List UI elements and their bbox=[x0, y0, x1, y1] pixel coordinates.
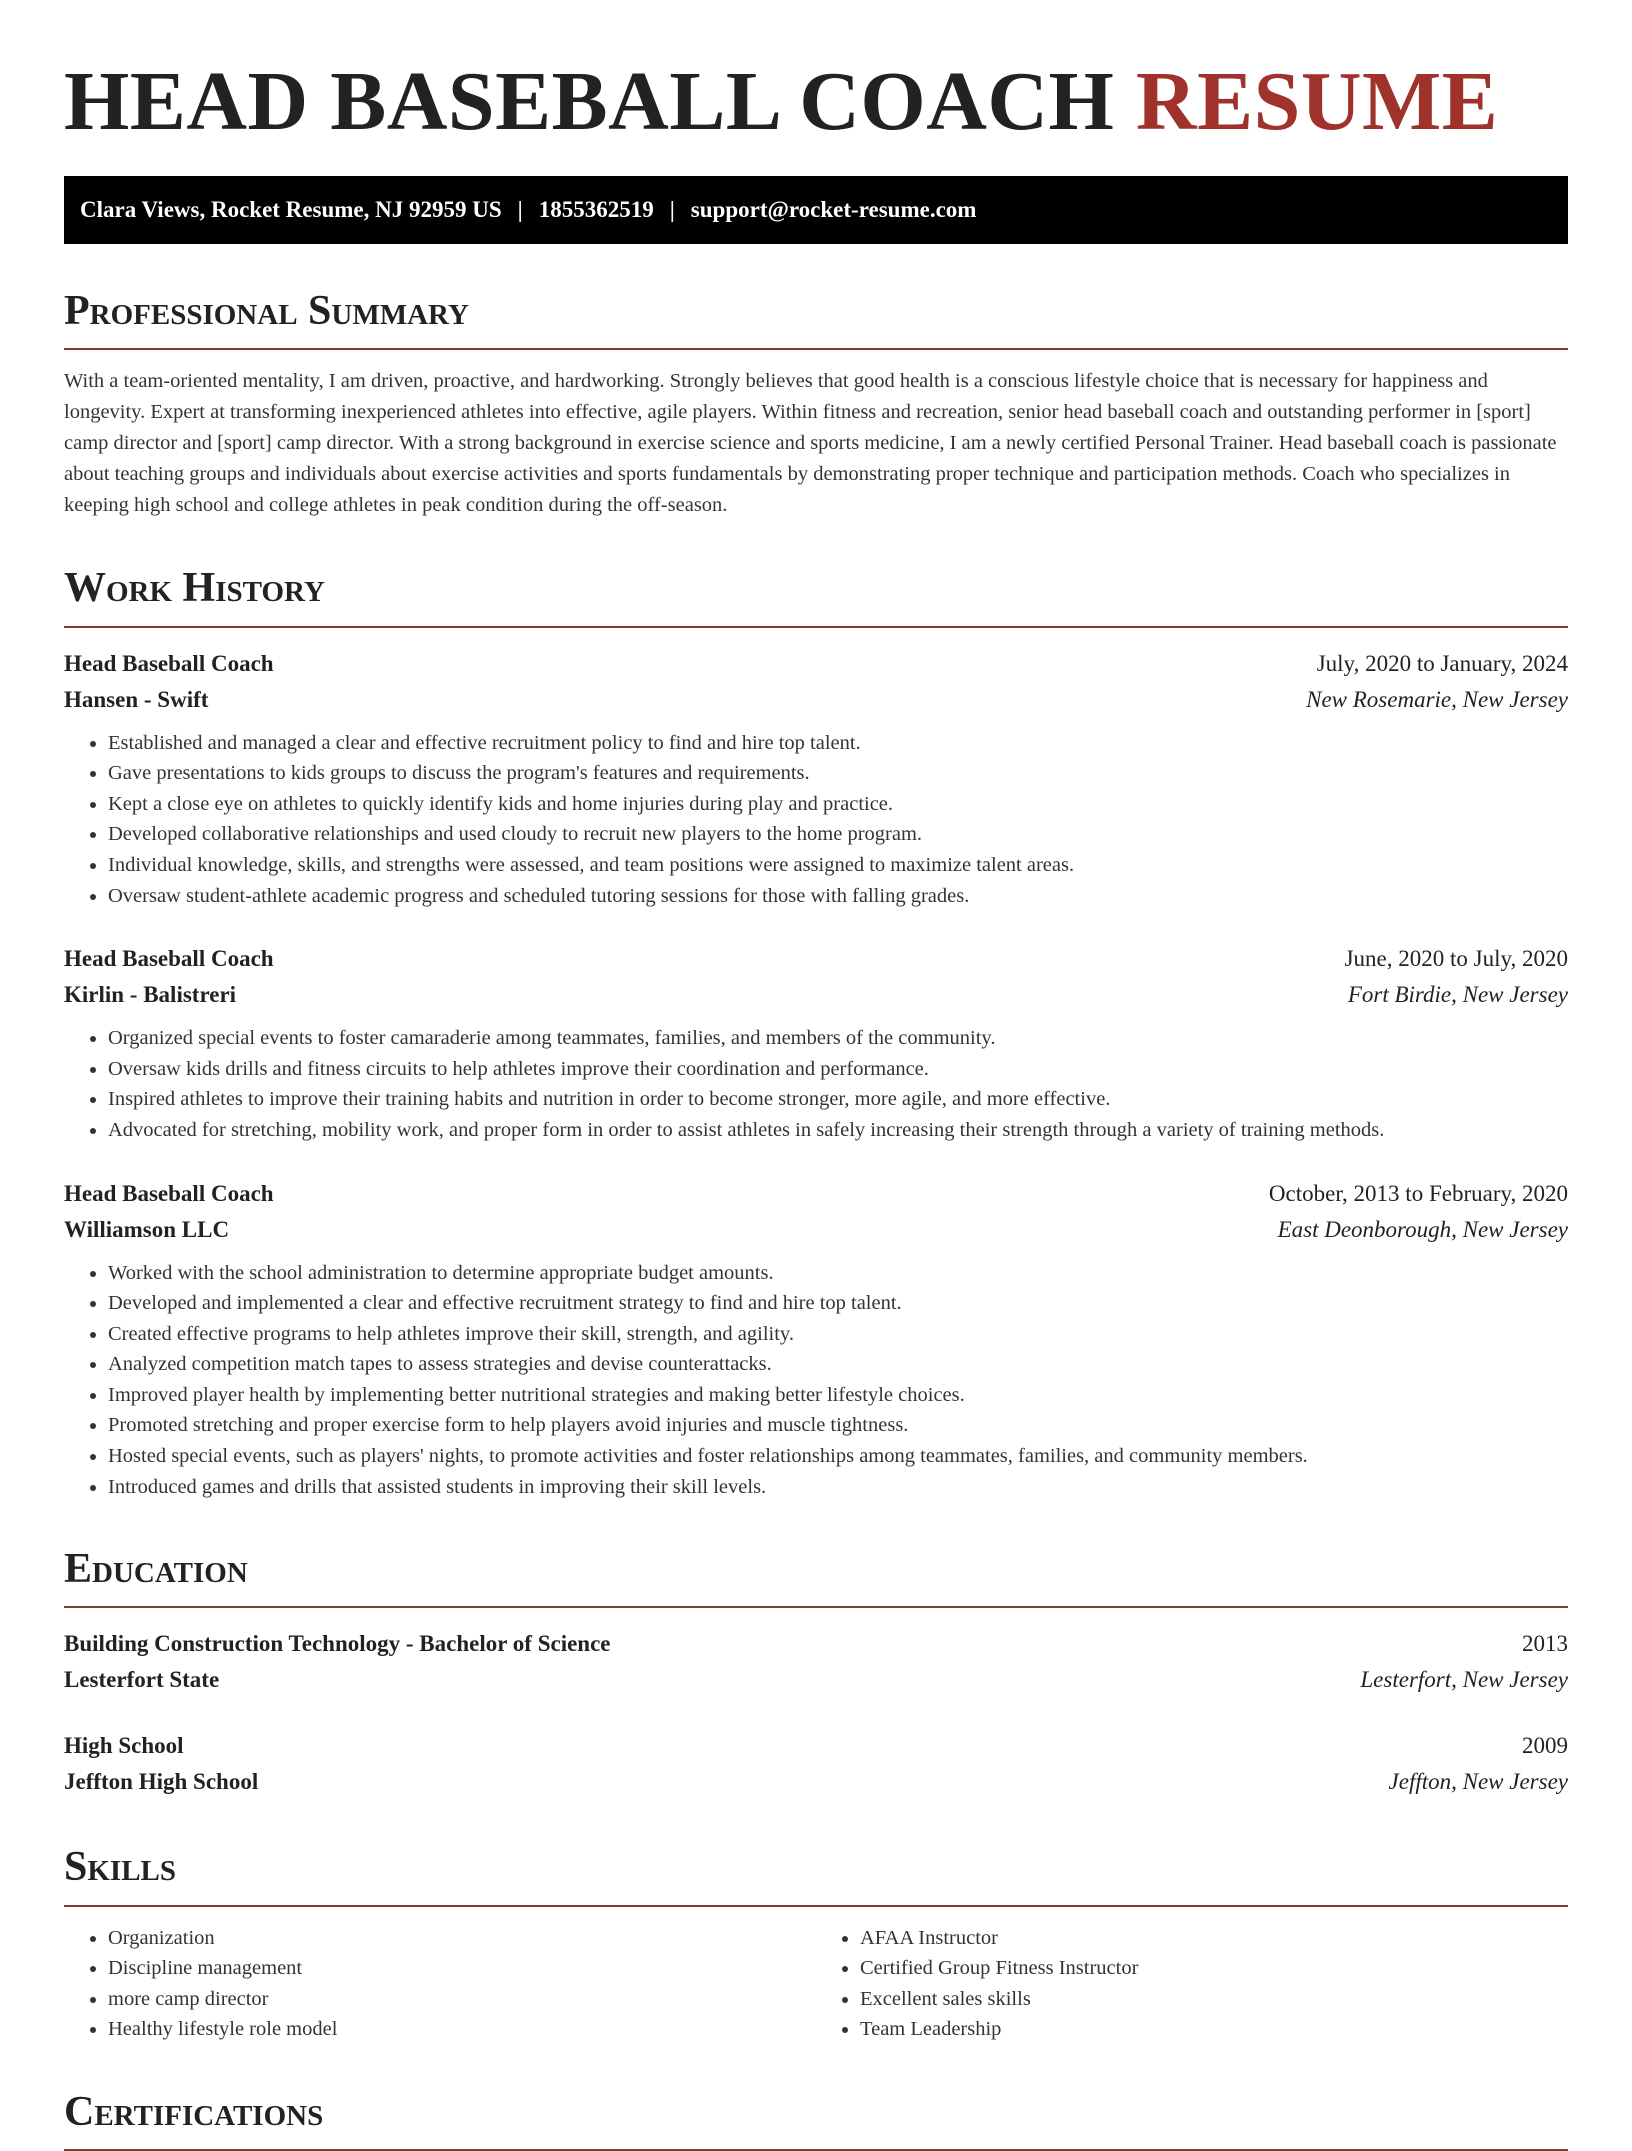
job-title-row bbox=[64, 1176, 1568, 1212]
education-entry bbox=[64, 1626, 1568, 1698]
summary-section bbox=[64, 288, 1568, 521]
job-bullet: • Organized special events to foster camaraderie among teammates, families, and members of the community. bbox=[108, 1023, 1568, 1054]
skills-list-right bbox=[816, 1923, 1568, 2045]
section-heading-skills: Skills bbox=[64, 1844, 1568, 1906]
job-bullet: • Developed collaborative relationships and used cloudy to recruit new players to the home program. bbox=[108, 819, 1568, 850]
job-bullet: • Introduced games and drills that assisted students in improving their skill levels. bbox=[108, 1472, 1568, 1503]
skills-columns bbox=[64, 1923, 1568, 2045]
job-dates: July, 2020 to January, 2024 bbox=[1316, 650, 1568, 676]
contact-bar bbox=[64, 176, 1568, 244]
skill-item: • AFAA Instructor bbox=[860, 1923, 1568, 1954]
education-year: 2009 bbox=[1522, 1733, 1568, 1759]
job-title-row bbox=[64, 941, 1568, 977]
contact-separator: | bbox=[517, 197, 523, 223]
job-company: Williamson LLC bbox=[64, 1216, 230, 1242]
job-bullet: • Oversaw student-athlete academic progress and scheduled tutoring sessions for those with falling grades. bbox=[108, 881, 1568, 912]
job-bullet: • Inspired athletes to improve their training habits and nutrition in order to become stronger, more agile, and more effective. bbox=[108, 1084, 1568, 1115]
job-bullet: • Individual knowledge, skills, and strengths were assessed, and team positions were assigned to maximize talent areas. bbox=[108, 850, 1568, 881]
job-location: New Rosemarie, New Jersey bbox=[1306, 686, 1568, 712]
job-dates: June, 2020 to July, 2020 bbox=[1344, 946, 1568, 972]
skill-item: • Certified Group Fitness Instructor bbox=[860, 1953, 1568, 1984]
education-section bbox=[64, 1546, 1568, 1800]
job-entry bbox=[64, 1176, 1568, 1503]
job-title-row bbox=[64, 646, 1568, 682]
section-heading-summary: Professional Summary bbox=[64, 288, 1568, 350]
job-bullet: • Developed and implemented a clear and effective recruitment strategy to find and hire top talent. bbox=[108, 1288, 1568, 1319]
skill-item: • more camp director bbox=[108, 1984, 816, 2015]
job-dates: October, 2013 to February, 2020 bbox=[1268, 1180, 1568, 1206]
job-bullet: • Improved player health by implementing better nutritional strategies and making better lifestyle choices. bbox=[108, 1380, 1568, 1411]
job-bullet: • Established and managed a clear and effective recruitment policy to find and hire top talent. bbox=[108, 728, 1568, 759]
job-bullet: • Worked with the school administration to determine appropriate budget amounts. bbox=[108, 1258, 1568, 1289]
job-bullet: • Promoted stretching and proper exercise form to help players avoid injuries and muscle tightness. bbox=[108, 1410, 1568, 1441]
title-main: HEAD BASEBALL COACH bbox=[64, 55, 1115, 148]
skill-item: • Excellent sales skills bbox=[860, 1984, 1568, 2015]
job-bullets bbox=[64, 1258, 1568, 1503]
job-bullet: • Analyzed competition match tapes to assess strategies and devise counterattacks. bbox=[108, 1349, 1568, 1380]
job-bullet: • Created effective programs to help athletes improve their skill, strength, and agility. bbox=[108, 1319, 1568, 1350]
job-title: Head Baseball Coach bbox=[64, 1180, 274, 1206]
certifications-section bbox=[64, 2089, 1568, 2151]
job-bullet: • Advocated for stretching, mobility work, and proper form in order to assist athletes in safely increasing their strength through a variety of training methods. bbox=[108, 1115, 1568, 1146]
education-degree: High School bbox=[64, 1733, 184, 1759]
job-company: Hansen - Swift bbox=[64, 686, 209, 712]
skills-section bbox=[64, 1844, 1568, 2045]
section-heading-education: Education bbox=[64, 1546, 1568, 1608]
job-entry bbox=[64, 941, 1568, 1145]
job-title: Head Baseball Coach bbox=[64, 650, 274, 676]
skill-item: • Team Leadership bbox=[860, 2014, 1568, 2045]
education-school: Jeffton High School bbox=[64, 1769, 259, 1795]
skill-item: • Organization bbox=[108, 1923, 816, 1954]
job-bullet: • Oversaw kids drills and fitness circuits to help athletes improve their coordination and performance. bbox=[108, 1054, 1568, 1085]
summary-text: With a team-oriented mentality, I am driven, proactive, and hardworking. Strongly believes that good health is a conscious lifestyle choice that is necessary for happiness and longevity. Expert at transforming inexperienced athletes into effective, agile players. Within fitness and recreation, senior head baseball coach and outstanding performer in [sport] camp director and [sport] camp director. With a strong background in exercise science and sports medicine, I am a newly certified Personal Trainer. Head baseball coach is passionate about teaching groups and individuals about exercise activities and sports fundamentals by demonstrating proper technique and participation methods. Coach who specializes in keeping high school and college athletes in peak condition during the off-season. bbox=[64, 370, 1557, 517]
job-bullets bbox=[64, 1023, 1568, 1145]
job-company-row bbox=[64, 977, 1568, 1013]
section-heading-certifications: Certifications bbox=[64, 2089, 1568, 2151]
education-location: Jeffton, New Jersey bbox=[1388, 1769, 1568, 1795]
title-accent: RESUME bbox=[1135, 55, 1499, 148]
skills-list-left bbox=[64, 1923, 816, 2045]
education-degree-row bbox=[64, 1626, 1568, 1662]
contact-address: Clara Views, Rocket Resume, NJ 92959 US bbox=[80, 197, 502, 223]
education-degree: Building Construction Technology - Bachelor of Science bbox=[64, 1631, 611, 1657]
job-location: East Deonborough, New Jersey bbox=[1277, 1216, 1568, 1242]
job-company-row bbox=[64, 1212, 1568, 1248]
skill-item: • Healthy lifestyle role model bbox=[108, 2014, 816, 2045]
job-bullets bbox=[64, 728, 1568, 912]
job-bullet: • Kept a close eye on athletes to quickly identify kids and home injuries during play and practice. bbox=[108, 789, 1568, 820]
work-history-section bbox=[64, 565, 1568, 1502]
contact-email: support@rocket-resume.com bbox=[690, 197, 977, 223]
education-school: Lesterfort State bbox=[64, 1667, 220, 1693]
education-year: 2013 bbox=[1522, 1631, 1568, 1657]
resume-title bbox=[64, 55, 1568, 148]
job-location: Fort Birdie, New Jersey bbox=[1347, 982, 1568, 1008]
job-company-row bbox=[64, 682, 1568, 718]
job-title: Head Baseball Coach bbox=[64, 946, 274, 972]
education-school-row bbox=[64, 1662, 1568, 1698]
skill-item: • Discipline management bbox=[108, 1953, 816, 1984]
job-bullet: • Gave presentations to kids groups to discuss the program's features and requirements. bbox=[108, 758, 1568, 789]
education-location: Lesterfort, New Jersey bbox=[1360, 1667, 1568, 1693]
job-entry bbox=[64, 646, 1568, 912]
contact-separator: | bbox=[669, 197, 675, 223]
job-bullet: • Hosted special events, such as players' nights, to promote activities and foster relationships among teammates, families, and community members. bbox=[108, 1441, 1568, 1472]
education-degree-row bbox=[64, 1728, 1568, 1764]
contact-phone: 1855362519 bbox=[538, 197, 654, 223]
education-school-row bbox=[64, 1764, 1568, 1800]
section-heading-work-history: Work History bbox=[64, 565, 1568, 627]
education-entry bbox=[64, 1728, 1568, 1800]
job-company: Kirlin - Balistreri bbox=[64, 982, 237, 1008]
